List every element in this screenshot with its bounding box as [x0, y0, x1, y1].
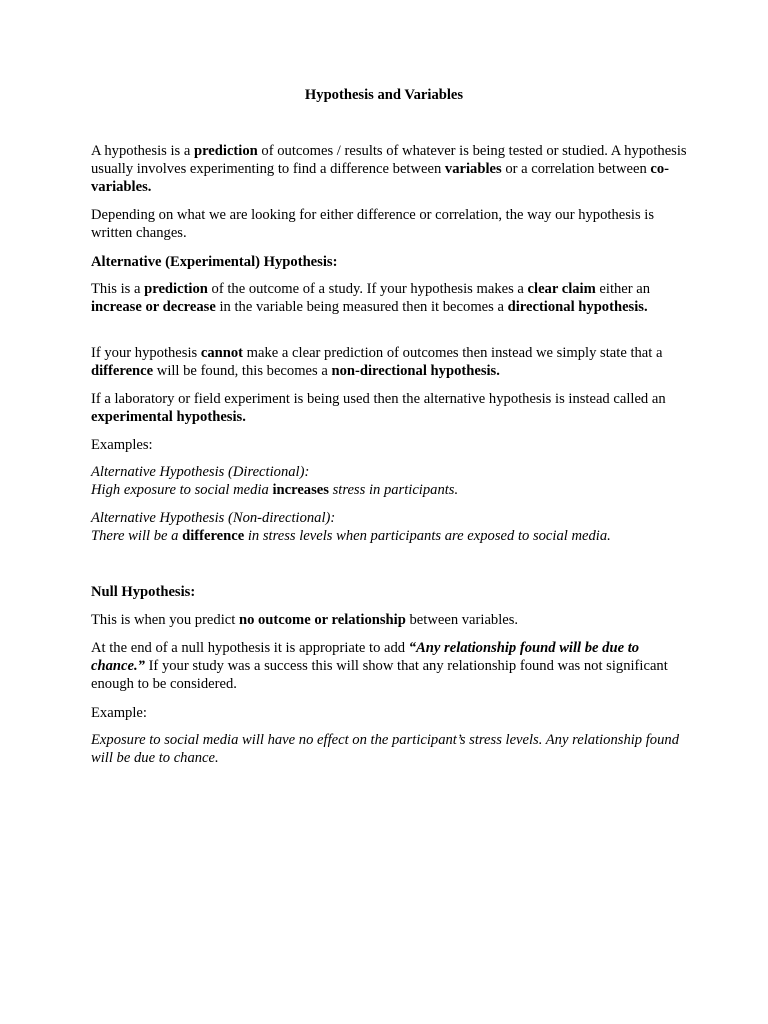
alt-p3-bold-experimental: experimental hypothesis.	[91, 409, 246, 425]
alt-p1-bold-prediction: prediction	[144, 281, 208, 297]
null-p1-bold-no-outcome: no outcome or relationship	[238, 612, 406, 628]
null-paragraph-1	[91, 611, 691, 629]
alt-p2-text-3: will be found, this becomes a	[153, 363, 332, 379]
alternative-paragraph-2	[91, 344, 691, 380]
example-non-directional-bold-difference: difference	[182, 528, 245, 544]
example-non-directional	[91, 509, 711, 545]
alt-p1-text-2: of the outcome of a study. If your hypothesis makes a	[207, 281, 528, 297]
example-non-directional-title: Alternative Hypothesis (Non-directional):	[91, 510, 336, 526]
example-directional	[91, 463, 691, 499]
alt-p3-text-1: If a laboratory or field experiment is being used then the alternative hypothesis is instead called an	[91, 391, 666, 407]
alt-p1-bold-directional: directional hypothesis.	[507, 299, 648, 315]
null-heading	[91, 583, 691, 601]
example-directional-text-1: High exposure to social media	[91, 482, 273, 498]
null-p1-text-2: between variables.	[405, 612, 519, 628]
intro-paragraph	[91, 142, 691, 196]
intro-bold-variables: variables	[444, 161, 502, 177]
null-p2-text-1: At the end of a null hypothesis it is appropriate to add	[91, 640, 409, 656]
intro-bold-covariables: co-variables.	[91, 161, 670, 195]
examples-label: Examples:	[91, 437, 153, 453]
example-label: Example:	[91, 705, 147, 721]
null-paragraph-2	[91, 639, 691, 693]
alt-p2-text-1: If your hypothesis	[91, 345, 201, 361]
example-directional-text-2: stress in participants.	[328, 482, 459, 498]
alt-p2-bold-difference: difference	[91, 363, 154, 379]
example-non-directional-text-2: in stress levels when participants are exposed to social media.	[244, 528, 611, 544]
example-directional-title: Alternative Hypothesis (Directional):	[91, 464, 310, 480]
null-p1-text-1: This is when you predict	[91, 612, 239, 628]
null-p2-bold-italic-quote: “Any relationship found will be due to chance.”	[91, 640, 640, 674]
intro-text-2: of outcomes / results of whatever is being tested or studied. A hypothesis usually involves experimenting to find a difference between	[91, 143, 687, 177]
alt-p1-text-3: either an	[595, 281, 651, 297]
alt-p1-text-4: in the variable being measured then it becomes a	[215, 299, 508, 315]
alt-p2-bold-non-directional: non-directional hypothesis.	[331, 363, 500, 379]
null-example-text: Exposure to social media will have no effect on the participant’s stress levels. Any relationship found will be due to chance.	[91, 732, 679, 766]
alternative-heading	[91, 253, 691, 271]
intro-text-1: A hypothesis is a	[91, 143, 194, 159]
depending-paragraph: Depending on what we are looking for either difference or correlation, the way our hypothesis is written changes.	[91, 207, 655, 241]
alternative-paragraph-1	[91, 280, 691, 316]
null-p2-text-2: If your study was a success this will show that any relationship found was not significant enough to be considered.	[91, 658, 668, 692]
alt-p1-bold-increase-decrease: increase or decrease	[91, 299, 216, 315]
intro-text-3: or a correlation between	[501, 161, 651, 177]
alternative-paragraph-3	[91, 390, 691, 426]
alternative-heading-text: Alternative (Experimental) Hypothesis:	[91, 254, 338, 270]
alt-p1-text-1: This is a	[91, 281, 145, 297]
example-directional-bold-increases: increases	[272, 482, 329, 498]
alt-p2-text-2: make a clear prediction of outcomes then instead we simply state that a	[243, 345, 663, 361]
intro-bold-prediction: prediction	[193, 143, 258, 159]
alt-p2-bold-cannot: cannot	[200, 345, 244, 361]
example-non-directional-text-1: There will be a	[91, 528, 183, 544]
null-heading-text: Null Hypothesis:	[91, 584, 196, 600]
alt-p1-bold-clear-claim: clear claim	[527, 281, 596, 297]
page-title: Hypothesis and Variables	[304, 87, 464, 103]
null-example	[91, 731, 691, 767]
